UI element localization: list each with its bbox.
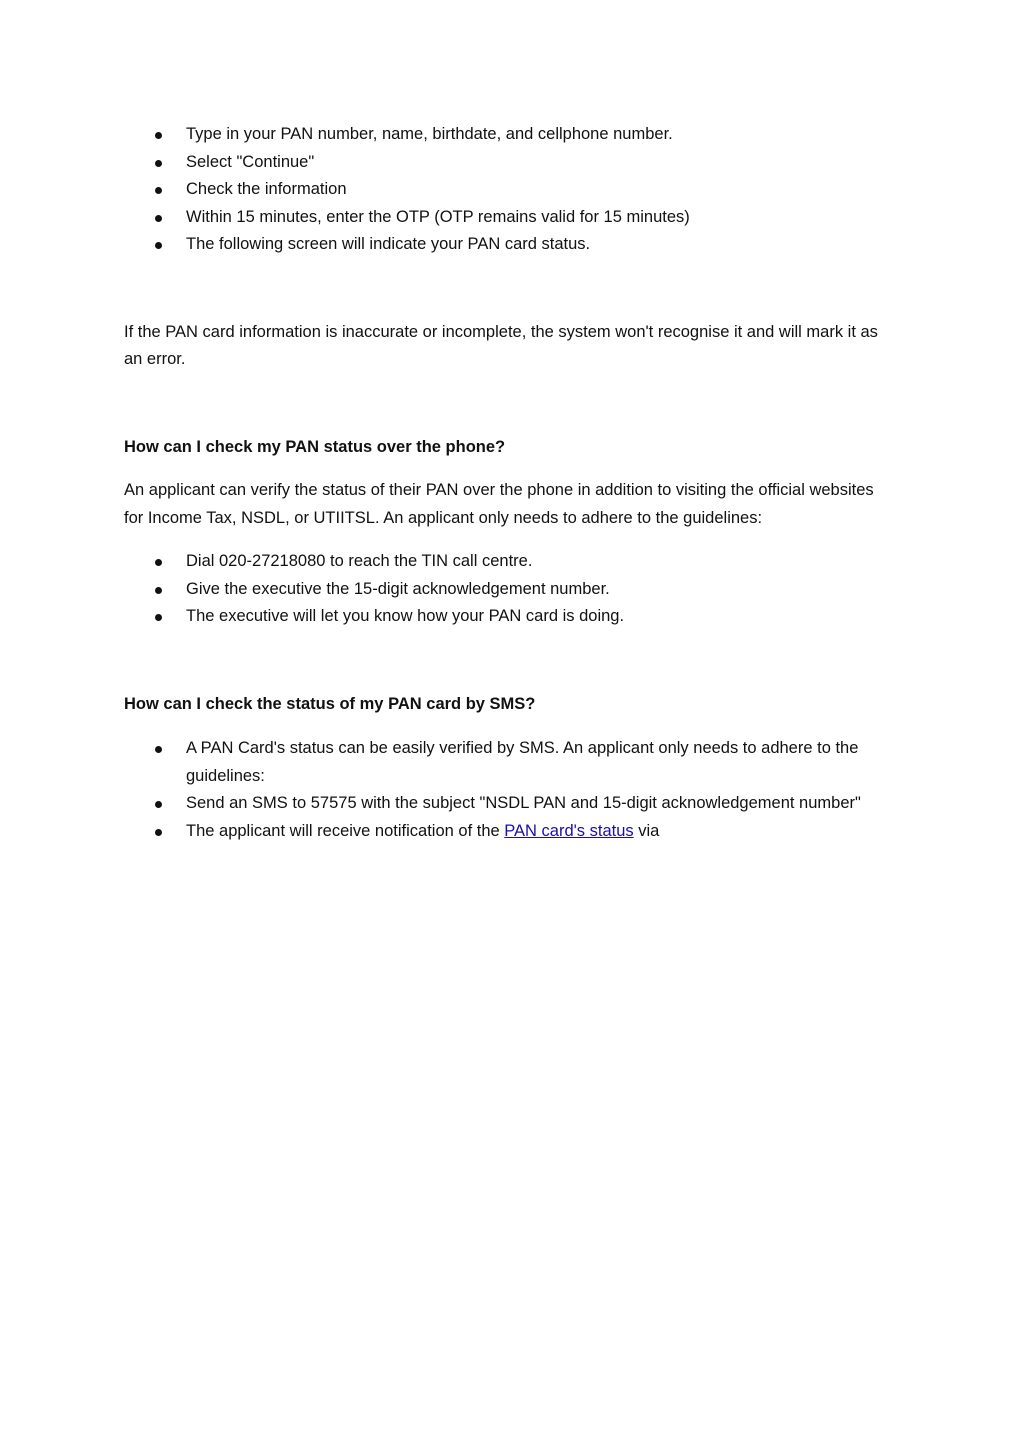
list-item-text: The applicant will receive notification of the <box>186 821 505 840</box>
error-note-paragraph: If the PAN card information is inaccurate or incomplete, the system won't recognise it and will mark it as an error. <box>124 322 878 368</box>
list-item-text: Within 15 minutes, enter the OTP (OTP remains valid for 15 minutes) <box>186 207 690 226</box>
sms-section-heading: How can I check the status of my PAN card by SMS? <box>124 694 536 713</box>
list-item <box>124 176 893 204</box>
bullet-icon <box>155 215 162 222</box>
bullet-icon <box>155 160 162 167</box>
pan-card-status-link[interactable]: PAN card's status <box>504 821 634 840</box>
list-item-text-suffix: via <box>633 821 660 840</box>
list-item <box>124 790 893 818</box>
list-item-text: Type in your PAN number, name, birthdate, and cellphone number. <box>186 125 673 143</box>
list-item <box>124 548 893 576</box>
bullet-icon <box>155 829 162 836</box>
phone-section-heading: How can I check my PAN status over the phone? <box>124 437 506 456</box>
list-item-text: A PAN Card's status can be easily verified by SMS. An applicant only needs to adhere to the guidelines: <box>186 739 859 785</box>
list-item <box>124 818 893 846</box>
list-item <box>124 231 893 259</box>
intro-steps-list <box>124 121 893 259</box>
list-item-text: Select "Continue" <box>186 152 315 171</box>
bullet-icon <box>155 242 162 249</box>
list-item <box>124 204 893 232</box>
list-item-text: The executive will let you know how your PAN card is doing. <box>186 607 625 625</box>
list-item-text: Give the executive the 15-digit acknowledgement number. <box>186 579 610 598</box>
list-item-text: The following screen will indicate your PAN card status. <box>186 235 591 253</box>
bullet-icon <box>155 187 162 194</box>
phone-steps-list <box>124 548 893 631</box>
bullet-icon <box>155 132 162 139</box>
bullet-icon <box>155 587 162 594</box>
list-item-text: Check the information <box>186 180 347 198</box>
bullet-icon <box>155 559 162 566</box>
list-item-text: Send an SMS to 57575 with the subject "NSDL PAN and 15-digit acknowledgement number" <box>186 794 861 812</box>
list-item <box>124 121 893 149</box>
bullet-icon <box>155 801 162 808</box>
list-item <box>124 576 893 604</box>
list-item <box>124 149 893 177</box>
list-item <box>124 603 893 631</box>
phone-section-intro: An applicant can verify the status of their PAN over the phone in addition to visiting the official websites for Income Tax, NSDL, or UTIITSL. An applicant only needs to adhere to the guidelines: <box>124 481 874 527</box>
bullet-icon <box>155 746 162 753</box>
list-item <box>124 735 893 790</box>
list-item-text: Dial 020-27218080 to reach the TIN call centre. <box>186 552 533 570</box>
bullet-icon <box>155 614 162 621</box>
sms-steps-list <box>124 735 893 845</box>
